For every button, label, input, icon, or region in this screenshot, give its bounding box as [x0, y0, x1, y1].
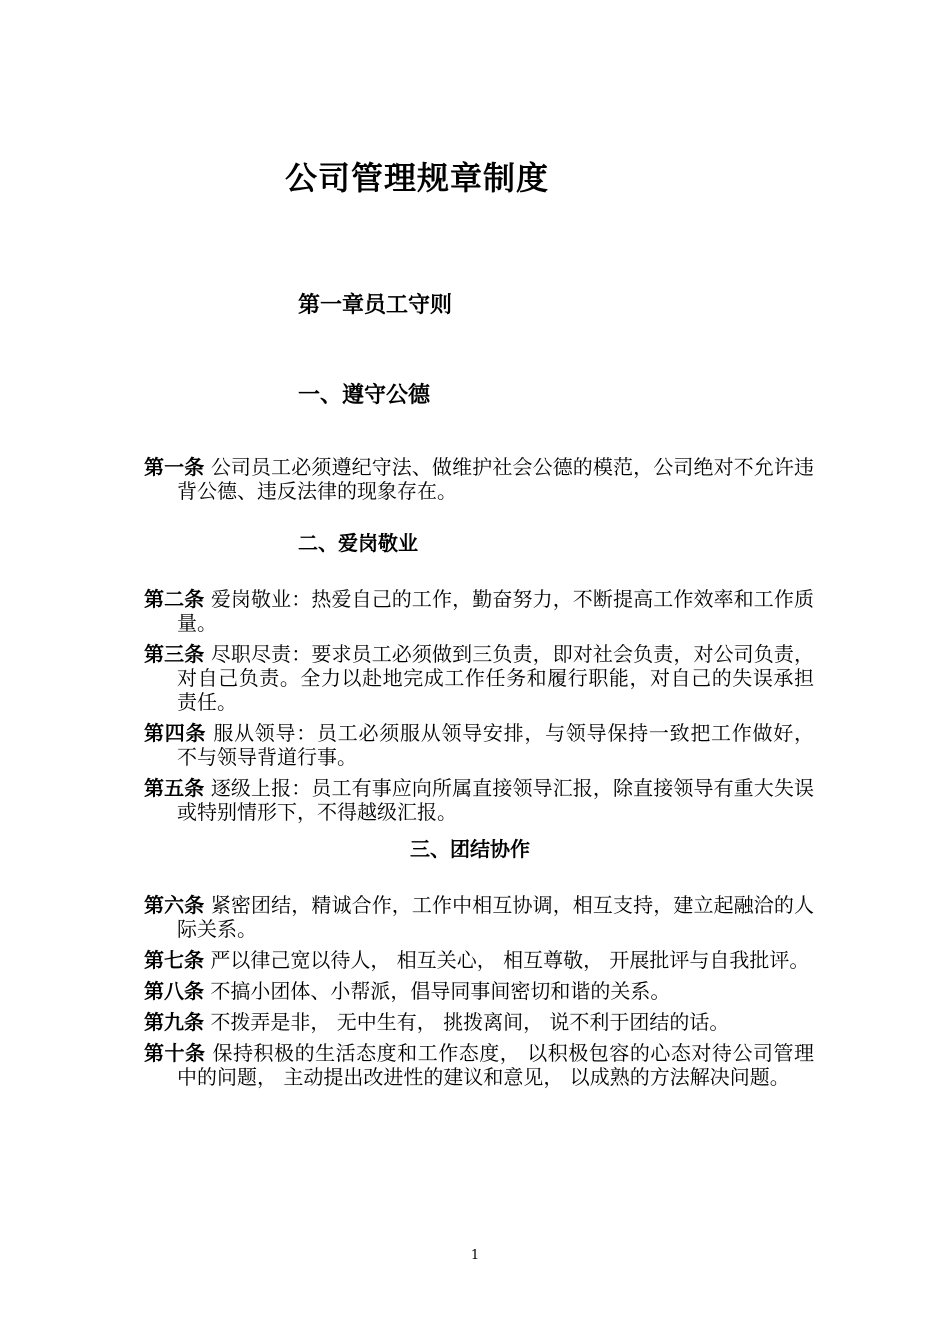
article-text: 服从领导：员工必须服从领导安排，与领导保持一致把工作做好， 不与领导背道行事。	[177, 721, 815, 769]
article-7	[144, 948, 814, 972]
article-6	[144, 893, 814, 941]
article-label: 第十条	[144, 1041, 206, 1065]
article-label: 第四条	[144, 721, 207, 745]
article-2	[144, 587, 814, 635]
article-text: 逐级上报：员工有事应向所属直接领导汇报，除直接领导有重大失误或特别情形下，不得越级汇报。	[177, 776, 815, 824]
article-1	[144, 455, 814, 503]
section-heading-3: 三、团结协作	[410, 837, 530, 861]
article-label: 第二条	[144, 587, 205, 611]
article-text: 不拨弄是非， 无中生有， 挑拨离间， 说不利于团结的话。	[210, 1010, 730, 1034]
article-label: 第七条	[144, 948, 204, 972]
article-label: 第八条	[144, 979, 204, 1003]
article-label: 第三条	[144, 642, 205, 666]
article-text: 严以律己宽以待人， 相互关心， 相互尊敬， 开展批评与自我批评。	[210, 948, 810, 972]
article-label: 第一条	[144, 455, 205, 479]
article-9	[144, 1010, 814, 1034]
article-4	[144, 721, 814, 769]
article-text: 爱岗敬业：热爱自己的工作，勤奋努力，不断提高工作效率和工作质量。	[177, 587, 815, 635]
article-text: 尽职尽责：要求员工必须做到三负责，即对社会负责，对公司负责，对自己负责。全力以赴地完成工作任务和履行职能，对自己的失误承担责任。	[177, 642, 815, 714]
article-5	[144, 776, 814, 824]
article-8	[144, 979, 814, 1003]
page-number: 1	[470, 1248, 480, 1263]
section-2-articles	[144, 587, 814, 831]
article-text: 紧密团结，精诚合作，工作中相互协调，相互支持，建立起融洽的人际关系。	[177, 893, 815, 941]
article-text: 保持积极的生活态度和工作态度， 以积极包容的心态对待公司管理中的问题， 主动提出改进性的建议和意见， 以成熟的方法解决问题。	[177, 1041, 815, 1089]
article-label: 第九条	[144, 1010, 204, 1034]
article-3	[144, 642, 814, 714]
chapter-heading: 第一章员工守则	[298, 293, 453, 318]
document-title: 公司管理规章制度	[285, 159, 550, 197]
section-1-articles	[144, 455, 814, 510]
section-3-articles	[144, 893, 814, 1096]
section-heading-2: 二、爱岗敬业	[298, 531, 418, 555]
section-heading-1: 一、遵守公德	[298, 383, 431, 408]
article-label: 第五条	[144, 776, 205, 800]
article-10	[144, 1041, 814, 1089]
article-text: 不搞小团体、小帮派，倡导同事间密切和谐的关系。	[210, 979, 671, 1003]
article-label: 第六条	[144, 893, 205, 917]
article-text: 公司员工必须遵纪守法、做维护社会公德的模范，公司绝对不允许违背公德、违反法律的现象存在。	[177, 455, 815, 503]
